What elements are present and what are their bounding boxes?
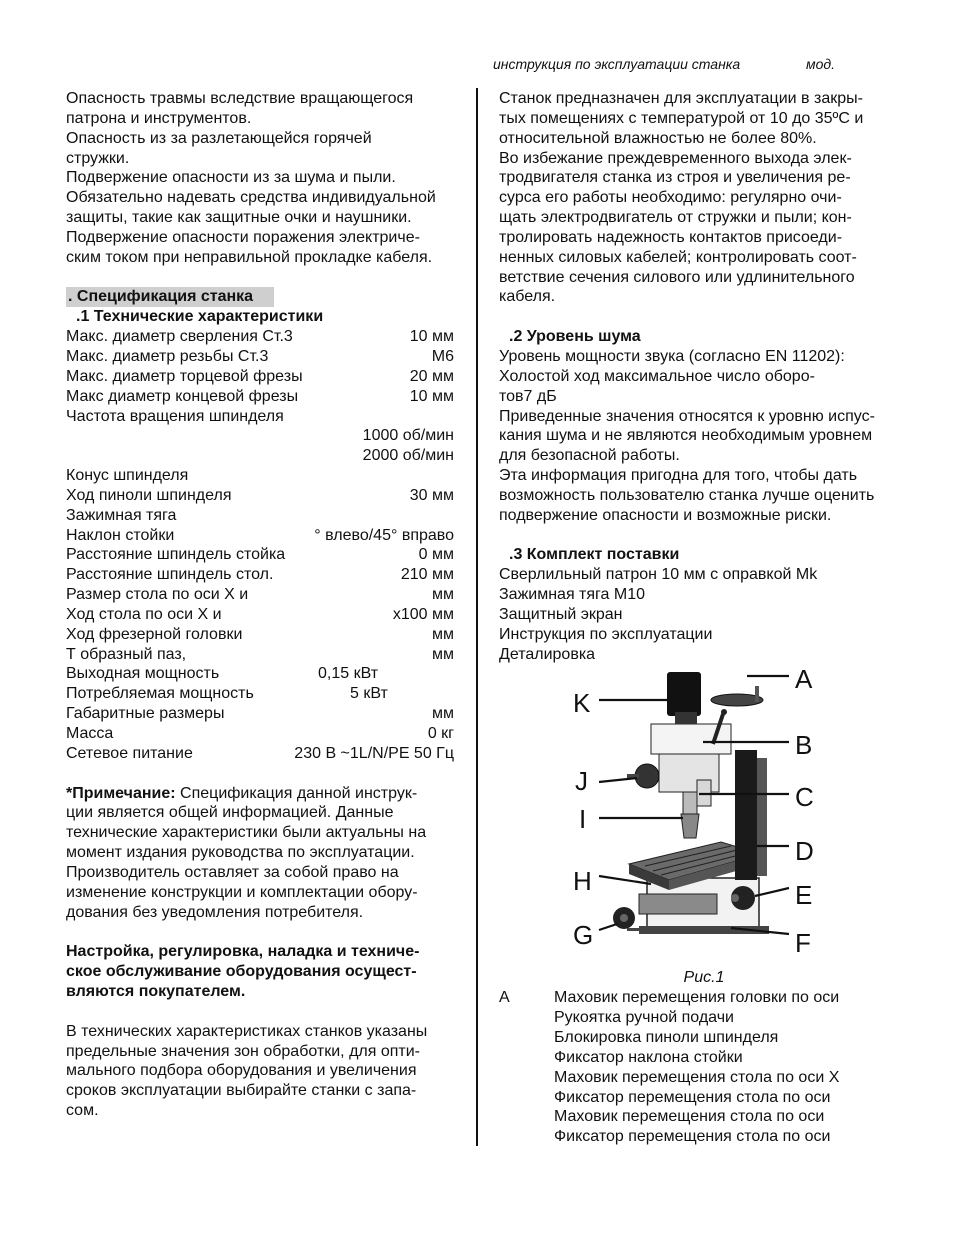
header-title: инструкция по эксплуатации станка — [493, 56, 741, 72]
spec-value: 0 кг — [427, 725, 454, 742]
spec-value: 30 мм — [409, 486, 454, 504]
legend-text: Маховик перемещения стола по оси X — [554, 1068, 840, 1086]
figure-label-k: K — [573, 688, 591, 719]
spec-value: 5 кВт — [350, 685, 388, 703]
milling-machine-illustration — [499, 668, 909, 968]
legend-item — [499, 1088, 909, 1108]
spec-label: Габаритные размеры — [66, 705, 225, 723]
spec-value: 10 мм — [409, 387, 454, 405]
spec-label: Расстояние шпиндель стойка — [66, 546, 286, 564]
column-divider — [476, 88, 478, 1146]
text-line: для безопасной работы. — [499, 447, 680, 465]
spec-label: Наклон стойки — [66, 526, 175, 544]
spec-row — [66, 664, 454, 684]
spec-row — [66, 724, 454, 744]
text-line: Подвержение опасности из за шума и пыли. — [66, 169, 396, 187]
text-line: сом. — [66, 1102, 99, 1120]
figure-label-j: J — [575, 766, 588, 797]
legend-item — [499, 1048, 909, 1068]
spec-row — [66, 625, 454, 645]
noise-paragraph — [499, 347, 909, 526]
spec-value: 230 В ~1L/N/PE 50 Гц — [294, 744, 454, 762]
legend-item — [499, 988, 909, 1008]
figure-label-e: E — [795, 880, 813, 911]
left-column — [66, 89, 454, 1121]
text-line: сурса его работы необходимо: регулярно очи- — [499, 189, 842, 207]
text-line: Настройка, регулировка, наладка и техниче- — [66, 943, 420, 961]
spec-subheading: .1 Технические характеристики — [76, 308, 324, 326]
final-paragraph — [66, 1022, 454, 1121]
spec-value: мм — [432, 705, 454, 723]
spec-row — [66, 327, 454, 347]
legend-item — [499, 1028, 909, 1048]
spec-row — [66, 407, 454, 427]
spec-label: Макс. диаметр резьбы Ст.3 — [66, 347, 269, 365]
spec-row — [66, 367, 454, 387]
spec-heading: . Спецификация станка — [66, 287, 274, 307]
text-line: Подвержение опасности поражения электриче- — [66, 228, 420, 246]
text-line: тролировать надежность контактов присоеди- — [499, 228, 843, 246]
spec-label: Расстояние шпиндель стол. — [66, 566, 274, 584]
spec-label: Ход пиноли шпинделя — [66, 486, 232, 504]
text-line: Во избежание преждевременного выхода элек- — [499, 149, 852, 167]
list-item: Инструкция по эксплуатации — [499, 625, 713, 643]
text-line: кания шума и не являются необходимым уровнем — [499, 427, 873, 445]
text-line: ским током при неправильной прокладке кабеля. — [66, 248, 433, 266]
figure-label-c: C — [795, 782, 814, 813]
spec-label: Ход фрезерной головки — [66, 625, 243, 643]
text-line: сроков эксплуатации выбирайте станки с запа- — [66, 1082, 417, 1100]
text-line: тых помещениях с температурой от 10 до 35ºC и — [499, 109, 864, 127]
text-line: изменение конструкции и комплектации обору- — [66, 883, 418, 901]
figure-label-h: H — [573, 866, 592, 897]
header-model: мод. — [806, 56, 836, 72]
note-paragraph — [66, 784, 454, 923]
text-line: подвержение опасности и возможные риски. — [499, 506, 832, 524]
kit-list — [499, 565, 909, 664]
figure-label-i: I — [579, 804, 587, 835]
text-line: момент издания руководства по эксплуатации. — [66, 844, 415, 862]
spec-label: Зажимная тяга — [66, 506, 177, 524]
legend-text: Фиксатор перемещения стола по оси — [554, 1128, 831, 1146]
spec-value: 10 мм — [409, 328, 454, 346]
text-line: Эта информация пригодна для того, чтобы дать — [499, 467, 858, 485]
note-label: *Примечание: — [66, 784, 176, 802]
text-line: тов7 дБ — [499, 387, 557, 405]
spec-row — [66, 565, 454, 585]
spec-label: Макс диаметр концевой фрезы — [66, 387, 299, 405]
spec-value: 0,15 кВт — [318, 665, 379, 683]
spec-value: мм — [432, 625, 454, 643]
text-line: Опасность из за разлетающейся горячей — [66, 129, 372, 147]
text-line: щать электродвигатель от стружки и пыли; кон- — [499, 209, 852, 227]
legend-text: Фиксатор наклона стойки — [554, 1048, 743, 1066]
spec-label: Размер стола по оси X и — [66, 586, 249, 604]
machine-figure — [499, 668, 909, 968]
legend-text: Фиксатор перемещения стола по оси — [554, 1088, 831, 1106]
spec-row — [66, 466, 454, 486]
text-line: В технических характеристиках станков указаны — [66, 1022, 428, 1040]
legend-list — [499, 988, 909, 1147]
figure-label-f: F — [795, 928, 811, 959]
list-item: Сверлильный патрон 10 мм с оправкой Mk — [499, 566, 818, 584]
text-line: Холостой ход максимальное число оборо- — [499, 367, 815, 385]
spec-row — [66, 684, 454, 704]
figure-label-d: D — [795, 836, 814, 867]
legend-text: Маховик перемещения стола по оси — [554, 1108, 825, 1126]
spec-label: Конус шпинделя — [66, 467, 189, 485]
text-line: относительной влажностью не более 80%. — [499, 129, 817, 147]
text-line: защиты, такие как защитные очки и наушники. — [66, 209, 412, 227]
spec-row — [66, 645, 454, 665]
text-line: ское обслуживание оборудования осущест- — [66, 963, 417, 981]
text-line: ненных силовых кабелей; контролировать соот- — [499, 248, 857, 266]
spec-value: x100 мм — [392, 605, 454, 623]
text-line: мального подбора оборудования и увеличения — [66, 1062, 417, 1080]
spec-row — [66, 506, 454, 526]
spec-value: мм — [432, 586, 454, 604]
spec-row — [66, 744, 454, 764]
spec-value: 2000 об/мин — [362, 447, 454, 465]
list-item: Деталировка — [499, 645, 596, 663]
spec-row — [66, 426, 454, 446]
legend-text: Маховик перемещения головки по оси — [554, 989, 840, 1007]
spec-value: 20 мм — [409, 367, 454, 385]
text-line: ции является общей информацией. Данные — [66, 804, 394, 822]
legend-key: A — [499, 989, 510, 1007]
text-line: Опасность травмы вследствие вращающегося — [66, 90, 414, 107]
spec-label: Ход стола по оси X и — [66, 605, 222, 623]
text-line: дования без уведомления потребителя. — [66, 903, 364, 921]
figure-label-g: G — [573, 920, 594, 951]
spec-row — [66, 605, 454, 625]
text-line: вляются покупателем. — [66, 982, 246, 1000]
spec-value: М6 — [431, 347, 454, 365]
spec-value: 210 мм — [400, 566, 454, 584]
spec-label: Потребляемая мощность — [66, 685, 254, 703]
text-line: Станок предназначен для эксплуатации в закры- — [499, 90, 863, 107]
spec-row — [66, 585, 454, 605]
text-line: стружки. — [66, 149, 130, 167]
right-column — [499, 89, 909, 1147]
legend-item — [499, 1008, 909, 1028]
spec-label: Выходная мощность — [66, 665, 220, 683]
spec-value: 0 мм — [418, 546, 454, 564]
figure-label-a: A — [795, 668, 813, 695]
intro-paragraph — [66, 89, 454, 268]
text-line: кабеля. — [499, 288, 556, 306]
spec-row — [66, 387, 454, 407]
figure-caption: Рис.1 — [683, 969, 725, 987]
figure-label-b: B — [795, 730, 813, 761]
text-line: тродвигателя станка из строя и увеличения ре- — [499, 169, 851, 187]
text-line: патрона и инструментов. — [66, 109, 252, 127]
kit-heading: .3 Комплект поставки — [509, 546, 680, 564]
spec-value: 1000 об/мин — [362, 427, 454, 445]
legend-text: Блокировка пиноли шпинделя — [554, 1029, 779, 1046]
text-line: ветствие сечения силового или удлинительного — [499, 268, 855, 286]
bold-paragraph — [66, 942, 454, 1002]
legend-text: Рукоятка ручной подачи — [554, 1009, 734, 1027]
spec-row — [66, 446, 454, 466]
spec-label: Масса — [66, 725, 114, 742]
spec-row — [66, 545, 454, 565]
spec-row — [66, 347, 454, 367]
text-line: Обязательно надевать средства индивидуальной — [66, 189, 436, 207]
spec-row — [66, 526, 454, 546]
spec-label: Сетевое питание — [66, 744, 193, 762]
spec-row — [66, 704, 454, 724]
legend-item — [499, 1107, 909, 1127]
text-line: Приведенные значения относятся к уровню испус- — [499, 407, 875, 425]
usage-paragraph — [499, 89, 909, 307]
spec-label: Макс. диаметр сверления Ст.3 — [66, 328, 293, 346]
text-line: Спецификация данной инструк- — [175, 784, 418, 802]
spec-label: Частота вращения шпинделя — [66, 407, 284, 425]
spec-table — [66, 327, 454, 764]
text-line: предельные значения зон обработки, для опти- — [66, 1042, 420, 1060]
spec-label: Макс. диаметр торцевой фрезы — [66, 367, 303, 385]
spec-row — [66, 486, 454, 506]
list-item: Защитный экран — [499, 605, 623, 623]
noise-heading: .2 Уровень шума — [509, 328, 641, 346]
text-line: возможность пользователю станка лучше оценить — [499, 486, 875, 504]
legend-item — [499, 1127, 909, 1147]
text-line: Уровень мощности звука (согласно EN 11202): — [499, 347, 845, 365]
spec-value: мм — [432, 645, 454, 663]
legend-item — [499, 1068, 909, 1088]
spec-label: Т образный паз, — [66, 645, 187, 663]
text-line: Производитель оставляет за собой право на — [66, 863, 399, 881]
list-item: Зажимная тяга М10 — [499, 586, 645, 604]
text-line: технические характеристики были актуальны на — [66, 824, 427, 842]
spec-value: ° влево/45° вправо — [314, 526, 454, 544]
